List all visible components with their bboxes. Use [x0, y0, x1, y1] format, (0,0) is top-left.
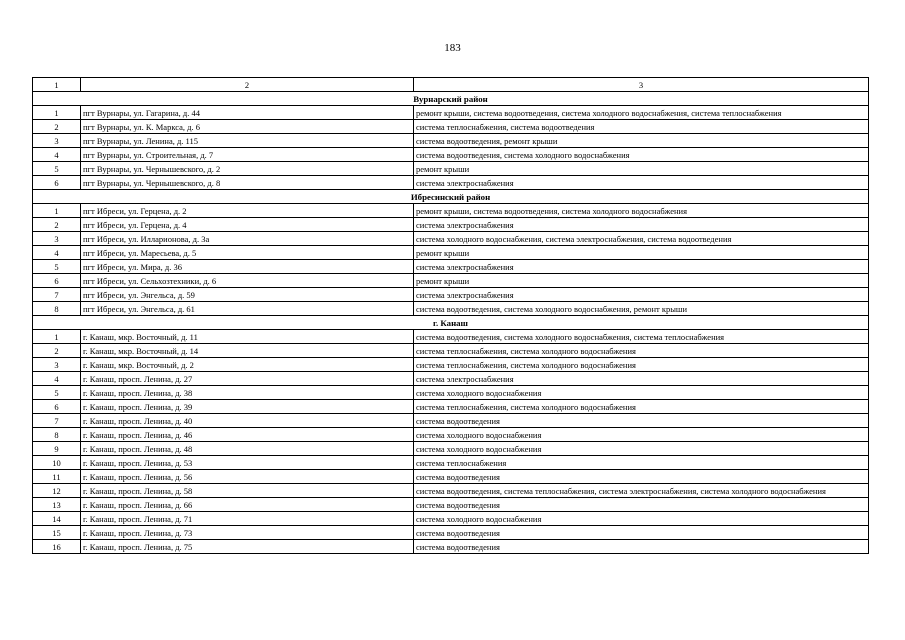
table-row: [33, 526, 869, 540]
table-row: [33, 232, 869, 246]
row-address: пгт Вурнары, ул. Гагарина, д. 44: [81, 106, 414, 120]
row-address: г. Канаш, просп. Ленина, д. 53: [81, 456, 414, 470]
row-number: 2: [33, 344, 81, 358]
table-row: [33, 372, 869, 386]
header-col-2: 2: [81, 78, 414, 92]
row-number: 13: [33, 498, 81, 512]
row-number: 2: [33, 218, 81, 232]
row-address: пгт Вурнары, ул. Чернышевского, д. 2: [81, 162, 414, 176]
table-row: [33, 260, 869, 274]
row-address: г. Канаш, мкр. Восточный, д. 2: [81, 358, 414, 372]
row-number: 3: [33, 232, 81, 246]
row-work: система водоотведения, ремонт крыши: [414, 134, 869, 148]
row-address: пгт Ибреси, ул. Герцена, д. 4: [81, 218, 414, 232]
row-address: г. Канаш, просп. Ленина, д. 66: [81, 498, 414, 512]
table-row: [33, 162, 869, 176]
row-address: пгт Ибреси, ул. Мира, д. 36: [81, 260, 414, 274]
row-number: 6: [33, 400, 81, 414]
row-work: система водоотведения: [414, 470, 869, 484]
row-address: г. Канаш, просп. Ленина, д. 75: [81, 540, 414, 554]
header-col-3: 3: [414, 78, 869, 92]
row-address: г. Канаш, просп. Ленина, д. 27: [81, 372, 414, 386]
row-number: 6: [33, 274, 81, 288]
table-row: [33, 512, 869, 526]
works-table: [32, 77, 869, 554]
row-work: система электроснабжения: [414, 176, 869, 190]
row-address: пгт Вурнары, ул. Строительная, д. 7: [81, 148, 414, 162]
row-number: 15: [33, 526, 81, 540]
row-address: г. Канаш, мкр. Восточный, д. 11: [81, 330, 414, 344]
row-work: система электроснабжения: [414, 372, 869, 386]
row-work: система водоотведения: [414, 498, 869, 512]
table-row: [33, 442, 869, 456]
table-row: [33, 414, 869, 428]
row-number: 2: [33, 120, 81, 134]
row-work: ремонт крыши: [414, 246, 869, 260]
table-row: [33, 344, 869, 358]
row-number: 1: [33, 106, 81, 120]
row-address: пгт Ибреси, ул. Маресьева, д. 5: [81, 246, 414, 260]
row-number: 8: [33, 302, 81, 316]
table-row: [33, 204, 869, 218]
table-row: [33, 218, 869, 232]
table-row: [33, 456, 869, 470]
row-address: пгт Ибреси, ул. Илларионова, д. 3а: [81, 232, 414, 246]
table-row: [33, 302, 869, 316]
row-work: система водоотведения: [414, 540, 869, 554]
row-work: система холодного водоснабжения: [414, 386, 869, 400]
row-address: пгт Ибреси, ул. Герцена, д. 2: [81, 204, 414, 218]
table-row: [33, 246, 869, 260]
row-work: система водоотведения: [414, 526, 869, 540]
row-address: пгт Ибреси, ул. Сельхозтехники, д. 6: [81, 274, 414, 288]
row-address: г. Канаш, просп. Ленина, д. 56: [81, 470, 414, 484]
row-number: 6: [33, 176, 81, 190]
row-work: ремонт крыши: [414, 162, 869, 176]
table-row: [33, 400, 869, 414]
row-work: ремонт крыши, система водоотведения, система холодного водоснабжения: [414, 204, 869, 218]
table-row: [33, 484, 869, 498]
table-row: [33, 428, 869, 442]
row-number: 8: [33, 428, 81, 442]
row-work: система теплоснабжения, система холодного водоснабжения: [414, 344, 869, 358]
table-row: [33, 106, 869, 120]
row-number: 5: [33, 162, 81, 176]
row-address: г. Канаш, просп. Ленина, д. 73: [81, 526, 414, 540]
row-address: г. Канаш, просп. Ленина, д. 46: [81, 428, 414, 442]
row-work: система электроснабжения: [414, 288, 869, 302]
table-row: [33, 498, 869, 512]
section-header-row: [33, 316, 869, 330]
table-row: [33, 120, 869, 134]
row-address: г. Канаш, просп. Ленина, д. 58: [81, 484, 414, 498]
row-work: система водоотведения, система теплоснабжения, система электроснабжения, система холодного водоснабжения: [414, 484, 869, 498]
row-address: г. Канаш, просп. Ленина, д. 40: [81, 414, 414, 428]
row-work: система электроснабжения: [414, 260, 869, 274]
row-number: 11: [33, 470, 81, 484]
table-row: [33, 540, 869, 554]
row-number: 16: [33, 540, 81, 554]
row-number: 5: [33, 260, 81, 274]
row-work: система теплоснабжения: [414, 456, 869, 470]
row-work: ремонт крыши: [414, 274, 869, 288]
row-work: ремонт крыши, система водоотведения, система холодного водоснабжения, система теплоснабжения: [414, 106, 869, 120]
row-work: система холодного водоснабжения: [414, 442, 869, 456]
row-number: 1: [33, 330, 81, 344]
table-row: [33, 134, 869, 148]
row-number: 10: [33, 456, 81, 470]
table-row: [33, 176, 869, 190]
section-title: г. Канаш: [33, 316, 869, 330]
row-work: система холодного водоснабжения: [414, 512, 869, 526]
row-number: 3: [33, 134, 81, 148]
row-number: 7: [33, 288, 81, 302]
row-work: система холодного водоснабжения, система электроснабжения, система водоотведения: [414, 232, 869, 246]
section-header-row: [33, 190, 869, 204]
table-row: [33, 386, 869, 400]
row-number: 3: [33, 358, 81, 372]
row-work: система теплоснабжения, система водоотведения: [414, 120, 869, 134]
table-row: [33, 148, 869, 162]
row-address: пгт Ибреси, ул. Энгельса, д. 61: [81, 302, 414, 316]
row-work: система электроснабжения: [414, 218, 869, 232]
table-row: [33, 330, 869, 344]
row-work: система холодного водоснабжения: [414, 428, 869, 442]
row-address: г. Канаш, мкр. Восточный, д. 14: [81, 344, 414, 358]
row-number: 12: [33, 484, 81, 498]
header-col-1: 1: [33, 78, 81, 92]
row-work: система водоотведения, система холодного водоснабжения: [414, 148, 869, 162]
row-number: 9: [33, 442, 81, 456]
row-number: 4: [33, 246, 81, 260]
table-body: [33, 92, 869, 554]
row-number: 4: [33, 372, 81, 386]
row-address: г. Канаш, просп. Ленина, д. 48: [81, 442, 414, 456]
row-number: 14: [33, 512, 81, 526]
section-title: Вурнарский район: [33, 92, 869, 106]
row-address: пгт Вурнары, ул. Чернышевского, д. 8: [81, 176, 414, 190]
row-address: пгт Ибреси, ул. Энгельса, д. 59: [81, 288, 414, 302]
row-address: г. Канаш, просп. Ленина, д. 71: [81, 512, 414, 526]
table-row: [33, 288, 869, 302]
row-work: система водоотведения, система холодного водоснабжения, система теплоснабжения: [414, 330, 869, 344]
row-work: система теплоснабжения, система холодного водоснабжения: [414, 358, 869, 372]
table-row: [33, 358, 869, 372]
row-address: пгт Вурнары, ул. Ленина, д. 115: [81, 134, 414, 148]
section-header-row: [33, 92, 869, 106]
table-row: [33, 470, 869, 484]
row-number: 7: [33, 414, 81, 428]
row-address: г. Канаш, просп. Ленина, д. 39: [81, 400, 414, 414]
section-title: Ибресинский район: [33, 190, 869, 204]
row-number: 1: [33, 204, 81, 218]
header-row: [33, 78, 869, 92]
row-number: 4: [33, 148, 81, 162]
row-work: система водоотведения, система холодного водоснабжения, ремонт крыши: [414, 302, 869, 316]
row-address: г. Канаш, просп. Ленина, д. 38: [81, 386, 414, 400]
row-work: система теплоснабжения, система холодного водоснабжения: [414, 400, 869, 414]
row-work: система водоотведения: [414, 414, 869, 428]
row-address: пгт Вурнары, ул. К. Маркса, д. 6: [81, 120, 414, 134]
page-number: 183: [444, 42, 461, 54]
table-row: [33, 274, 869, 288]
row-number: 5: [33, 386, 81, 400]
